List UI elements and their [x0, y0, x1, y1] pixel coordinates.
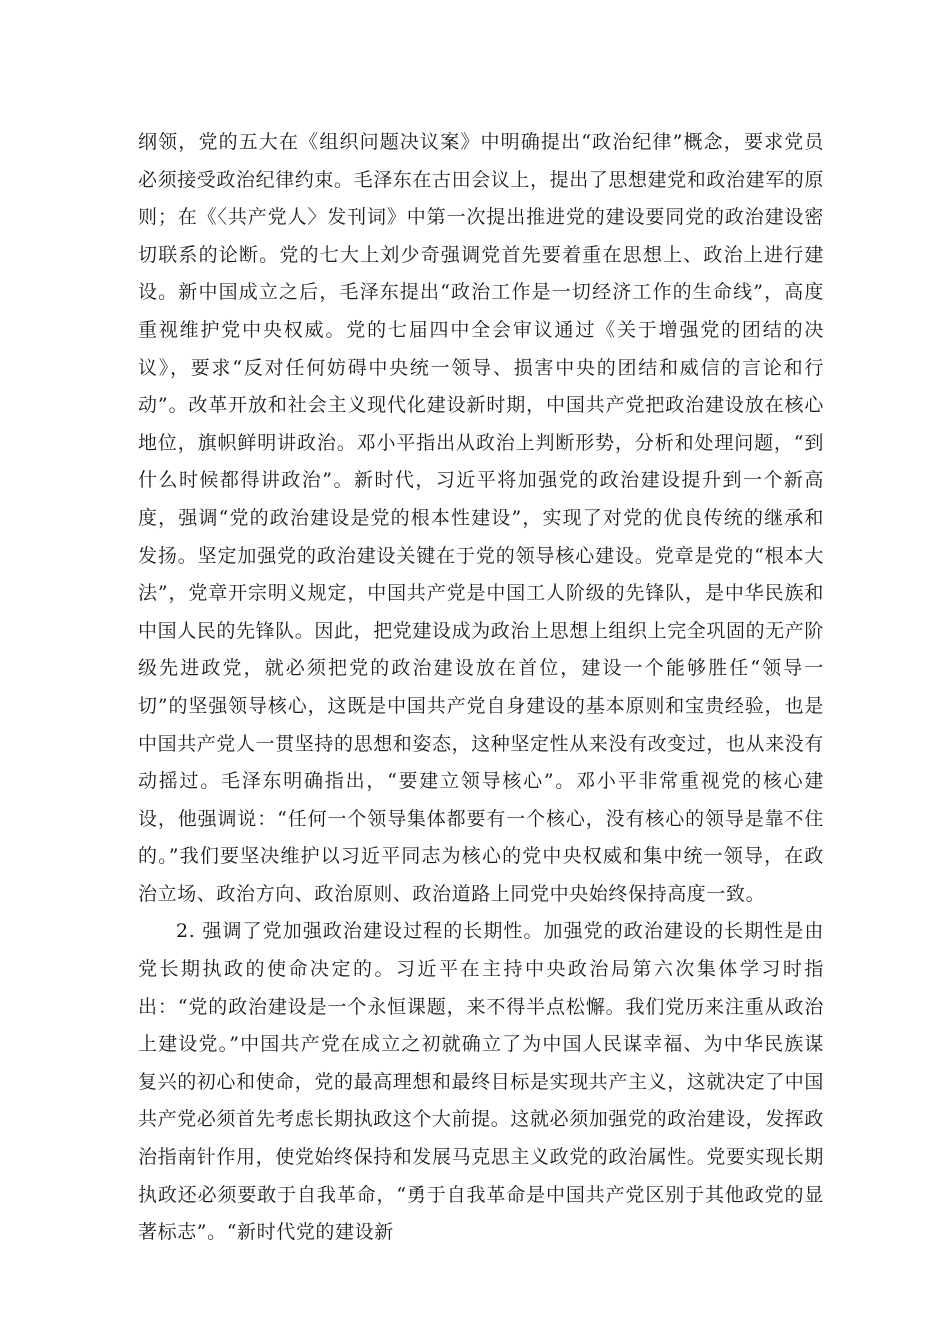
- document-body: [138, 124, 824, 1252]
- paragraph-section-2: 2. 强调了党加强政治建设过程的长期性。加强党的政治建设的长期性是由党长期执政的使命决定的。习近平在主持中央政治局第六次集体学习时指出：“党的政治建设是一个永恒课题，来不得半点松懈。我们党历来注重从政治上建设党。”中国共产党在成立之初就确立了为中国人民谋幸福、为中华民族谋复兴的初心和使命，党的最高理想和最终目标是实现共产主义，这就决定了中国共产党必须首先考虑长期执政这个大前提。这就必须加强党的政治建设，发挥政治指南针作用，使党始终保持和发展马克思主义政党的政治属性。党要实现长期执政还必须要敢于自我革命，“勇于自我革命是中国共产党区别于其他政党的显著标志”。“新时代党的建设新: [138, 920, 825, 1244]
- paragraph-continuation: 纲领，党的五大在《组织问题决议案》中明确提出“政治纪律”概念，要求党员必须接受政治纪律约束。毛泽东在古田会议上，提出了思想建党和政治建军的原则；在《〈共产党人〉发刊词》中第一次提出推进党的建设要同党的政治建设密切联系的论断。党的七大上刘少奇强调党首先要着重在思想上、政治上进行建设。新中国成立之后，毛泽东提出“政治工作是一切经济工作的生命线”，高度重视维护党中央权威。党的七届四中全会审议通过《关于增强党的团结的决议》，要求“反对任何妨碍中央统一领导、损害中央的团结和威信的言论和行动”。改革开放和社会主义现代化建设新时期，中国共产党把政治建设放在核心地位，旗帜鲜明讲政治。邓小平指出从政治上判断形势，分析和处理问题，“到什么时候都得讲政治”。新时代，习近平将加强党的政治建设提升到一个新高度，强调“党的政治建设是党的根本性建设”，实现了对党的优良传统的继承和发扬。坚定加强党的政治建设关键在于党的领导核心建设。党章是党的“根本大法”，党章开宗明义规定，中国共产党是中国工人阶级的先锋队，是中华民族和中国人民的先锋队。因此，把党建设成为政治上思想上组织上完全巩固的无产阶级先进政党，就必须把党的政治建设放在首位，建设一个能够胜任“领导一切”的坚强领导核心，这既是中国共产党自身建设的基本原则和宝贵经验，也是中国共产党人一贯坚持的思想和姿态，这种坚定性从来没有改变过，也从来没有动摇过。毛泽东明确指出，“要建立领导核心”。邓小平非常重视党的核心建设，他强调说：“任何一个领导集体都要有一个核心，没有核心的领导是靠不住的。”我们要坚决维护以习近平同志为核心的党中央权威和集中统一领导，在政治立场、政治方向、政治原则、政治道路上同党中央始终保持高度一致。: [138, 131, 825, 905]
